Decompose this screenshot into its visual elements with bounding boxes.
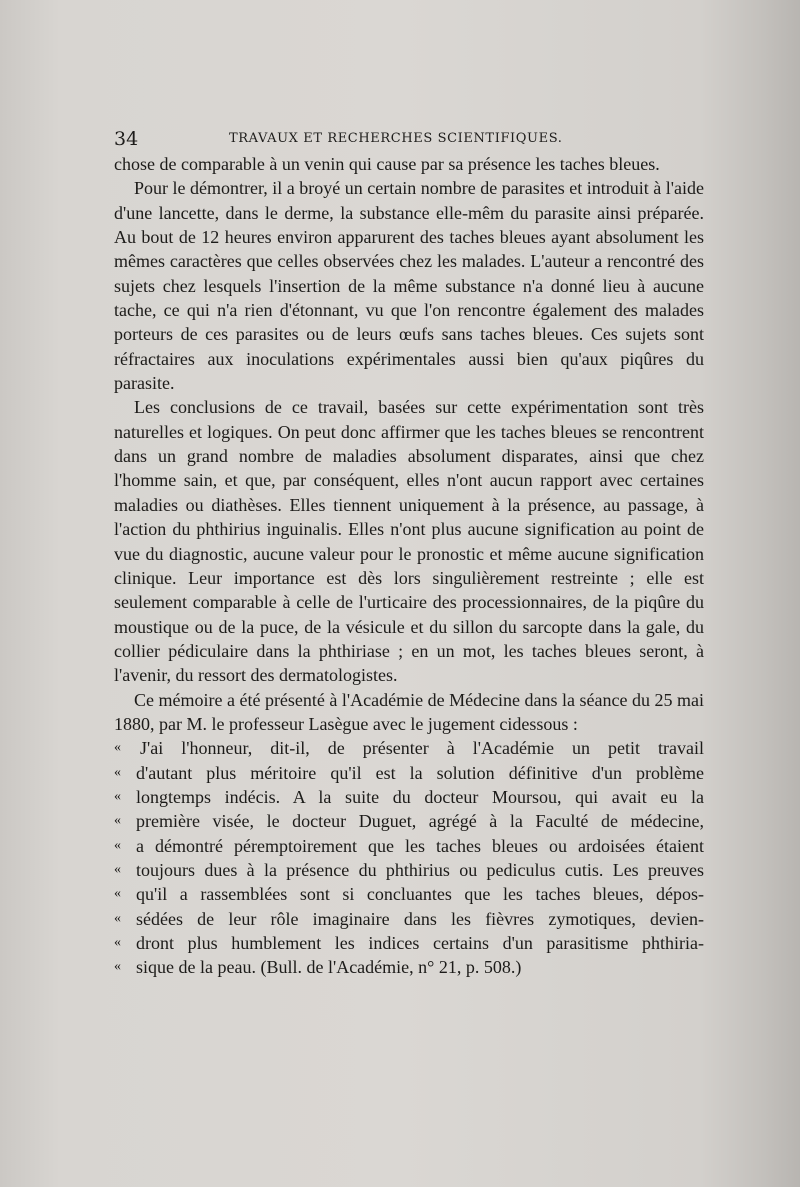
paragraph-experiment: Pour le démontrer, il a broyé un certain nombre de parasites et introduit à l'aide d'une lancette, dans le derme, la substance elle-mêm du parasite ainsi préparée. Au bout de 12 heures environ apparurent des taches bleues ayant absolument les mêmes caractères que celles observées chez les malades. L'auteur a rencontré des sujets chez lesquels l'insertion de la même substance n'a donné lieu à aucune tache, ce qui n'a rien d'étonnant, vu que l'on rencontre également des malades porteurs de ces parasites ou de leurs œufs sans taches bleues. Ces sujets sont réfractaires aux inoculations expérimentales aussi bien qu'aux piqûres du parasite.	[114, 178, 704, 394]
quote-line: « sédées de leur rôle imaginaire dans les fièvres zymotiques, devien-	[114, 907, 704, 931]
paragraph-presentation: Ce mémoire a été présenté à l'Académie de Médecine dans la séance du 25 mai 1880, par M. le professeur Lasègue avec le jugement cidessous :	[114, 689, 704, 734]
quote-mark: «	[114, 764, 121, 780]
body-text	[114, 152, 704, 980]
quote-mark: «	[114, 959, 121, 975]
quote-line: « a démontré péremptoirement que les taches bleues ou ardoisées étaient	[114, 834, 704, 858]
quote-line: « qu'il a rassemblées sont si concluantes que les taches bleues, dépos-	[114, 882, 704, 906]
quotation-block	[114, 736, 704, 979]
quote-mark: «	[114, 910, 121, 926]
quote-line: « J'ai l'honneur, dit-il, de présenter à l'Académie un petit travail	[114, 736, 704, 760]
paragraph-continuation: chose de comparable à un venin qui cause par sa présence les taches bleues.	[114, 154, 660, 174]
quote-line: « toujours dues à la présence du phthirius ou pediculus cutis. Les preuves	[114, 858, 704, 882]
quote-mark: «	[114, 935, 121, 950]
quote-line: « sique de la peau. (Bull. de l'Académie, n° 21, p. 508.)	[114, 955, 704, 979]
quote-line: « dront plus humblement les indices certains d'un parasitisme phthiria-	[114, 931, 704, 955]
running-title: TRAVAUX ET RECHERCHES SCIENTIFIQUES.	[229, 131, 563, 146]
quote-line: « longtemps indécis. A la suite du docteur Moursou, qui avait eu la	[114, 785, 704, 809]
page-number: 34	[114, 128, 139, 150]
quote-line: « première visée, le docteur Duguet, agrégé à la Faculté de médecine,	[114, 809, 704, 833]
quote-mark: «	[114, 788, 121, 804]
quote-mark: «	[114, 740, 121, 756]
quote-mark: «	[114, 837, 121, 853]
quote-mark: «	[114, 886, 121, 902]
quote-mark: «	[114, 861, 121, 877]
quote-mark: «	[114, 813, 121, 829]
quote-line: « d'autant plus méritoire qu'il est la solution définitive d'un problème	[114, 761, 704, 785]
page-header	[114, 128, 704, 152]
paragraph-conclusions: Les conclusions de ce travail, basées sur cette expérimentation sont très naturelles et logiques. On peut donc affirmer que les taches bleues se rencontrent dans un grand nombre de maladies absolument disparates, ainsi que chez l'homme sain, et que, par conséquent, elles n'ont aucun rapport avec certaines maladies ou diathèses. Elles tiennent uniquement à la présence, au passage, à l'action du phthirius inguinalis. Elles n'ont plus aucune signification au point de vue du diagnostic, aucune valeur pour le pronostic et même aucune signification clinique. Leur importance est dès lors singulièrement restreinte ; elle est seulement comparable à celle de l'urticaire des processionnaires, de la piqûre du moustique ou de la puce, de la vésicule et du sillon du sarcopte dans la gale, du collier pédiculaire dans la phthiriase ; en un mot, les taches bleues seront, à l'avenir, du ressort des dermatologistes.	[114, 397, 704, 686]
